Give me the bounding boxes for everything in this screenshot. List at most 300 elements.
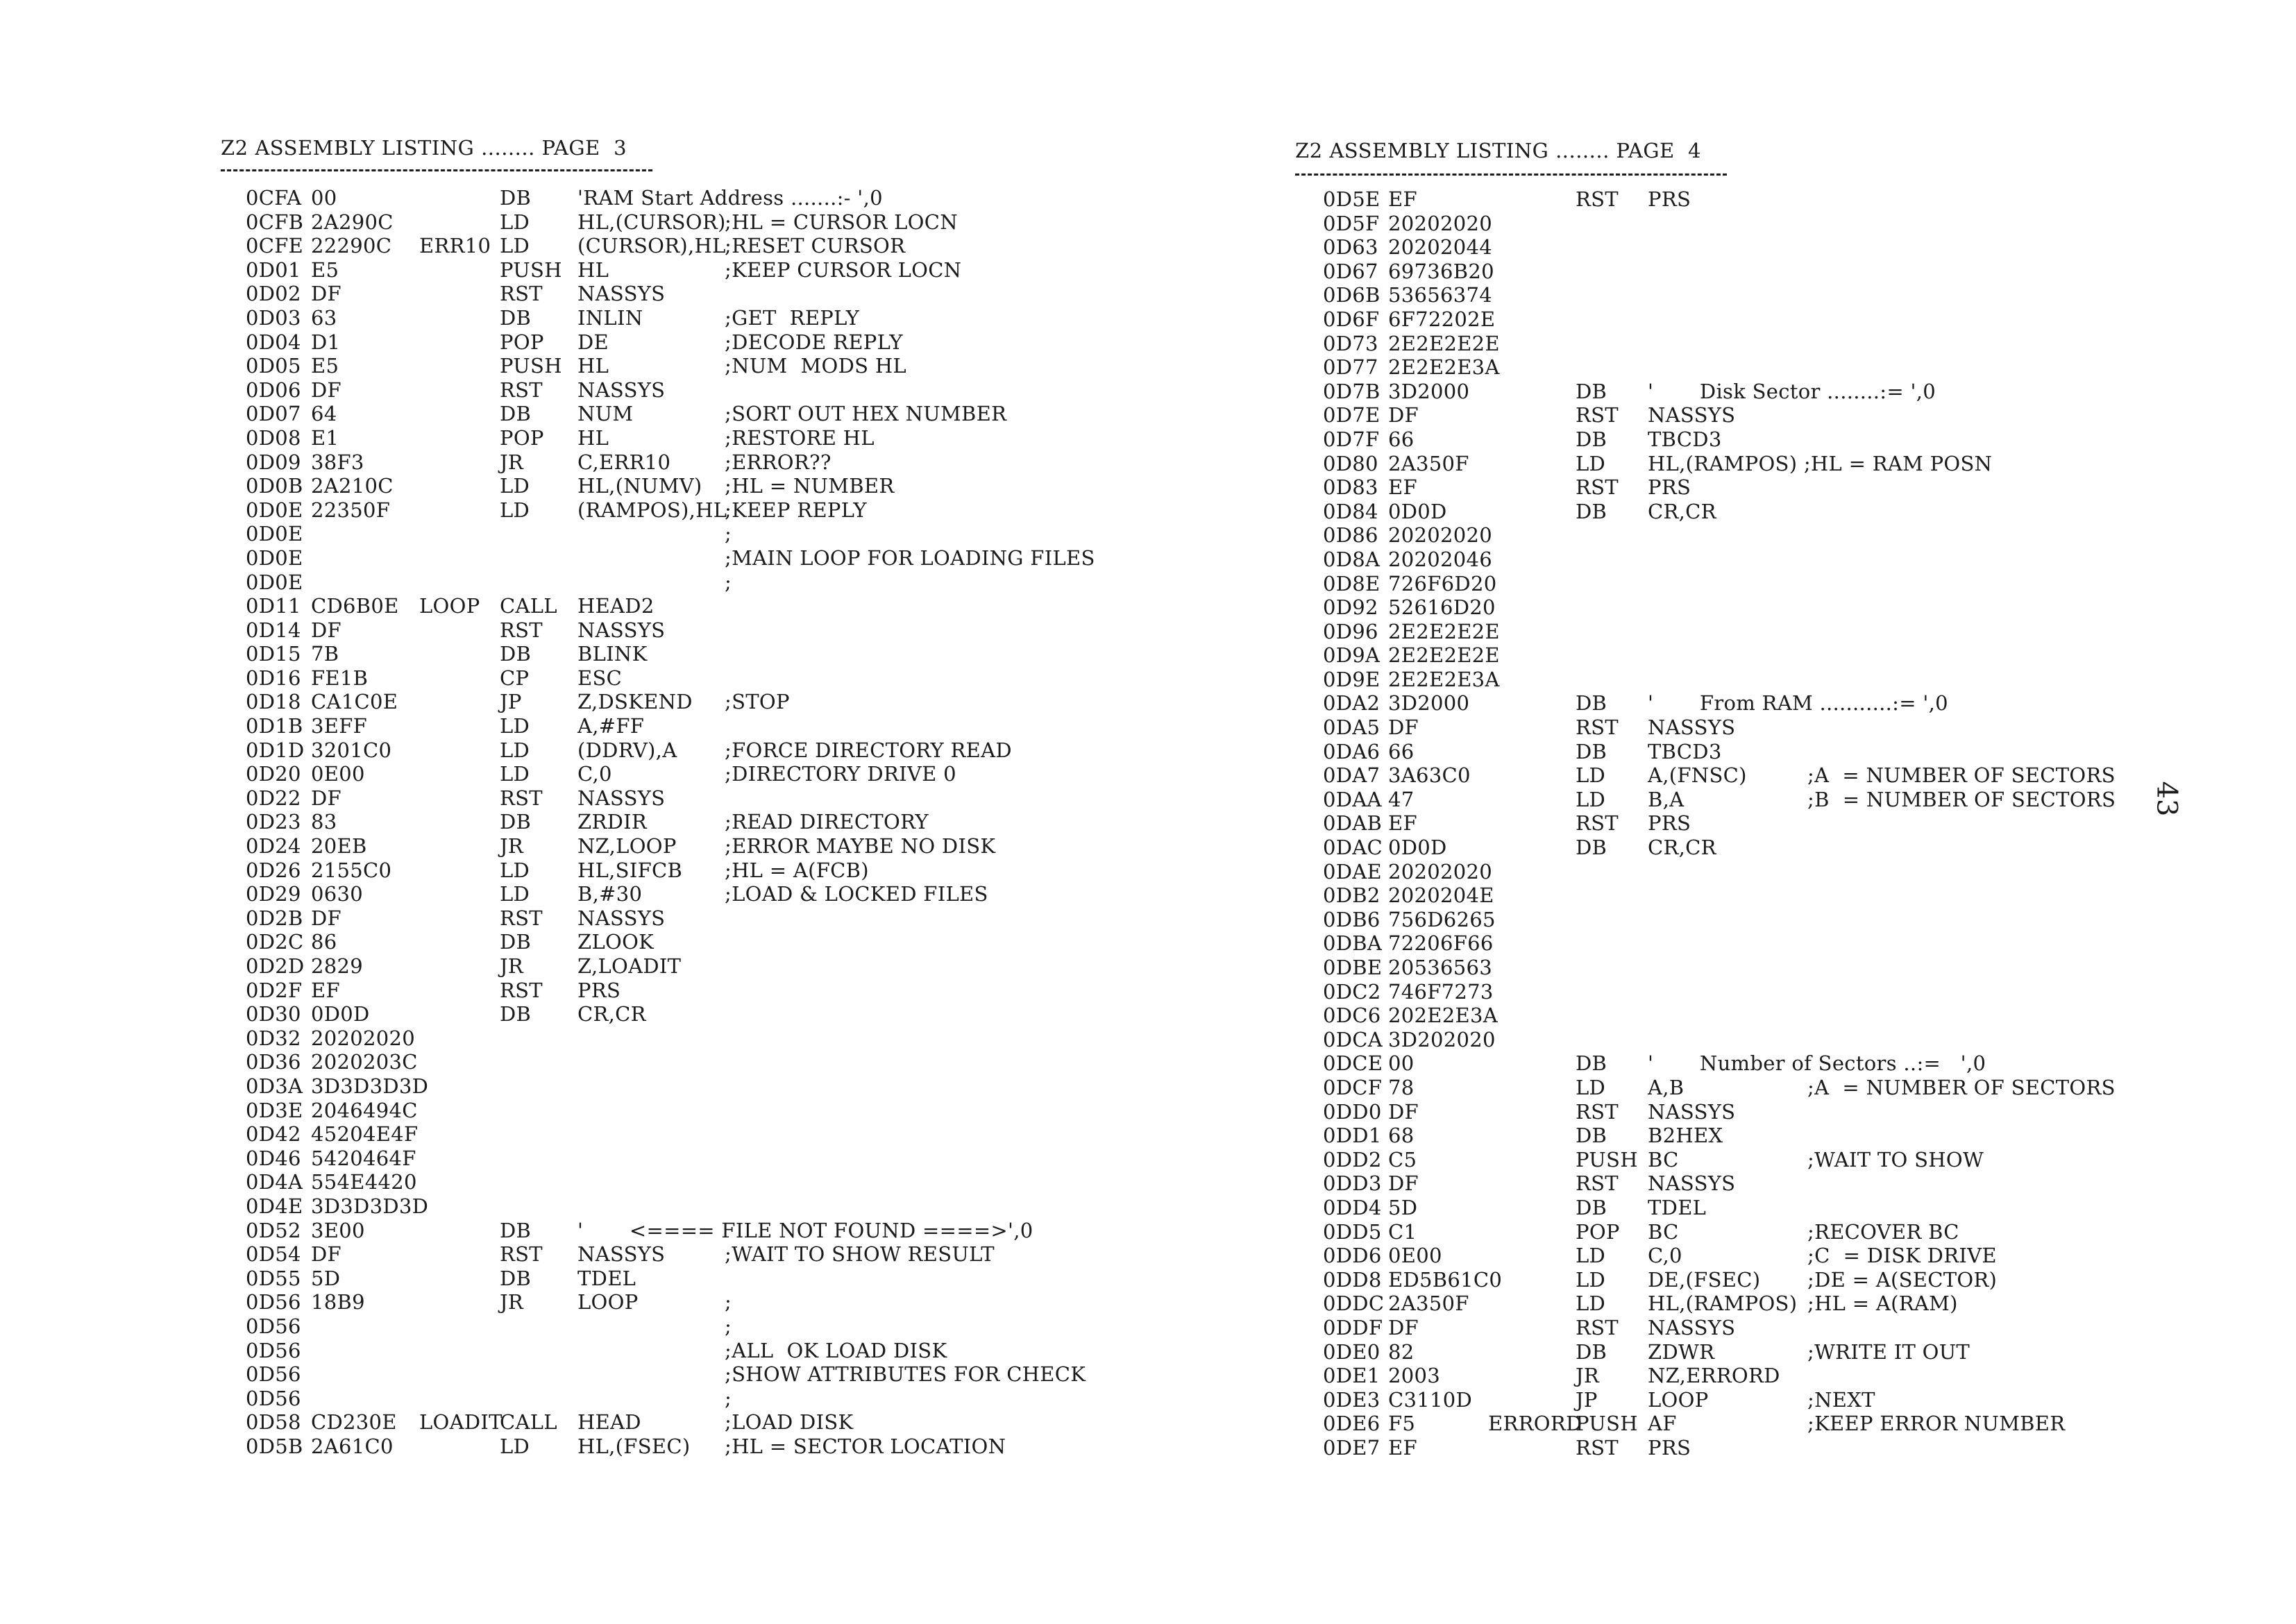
comment-cell: ;GET REPLY bbox=[725, 305, 860, 330]
mnemonic-cell: DB bbox=[1576, 1339, 1607, 1364]
object-code-cell: 20202020 bbox=[1388, 859, 1493, 883]
operand-cell: HL bbox=[577, 425, 609, 450]
mnemonic-cell: POP bbox=[1576, 1219, 1620, 1244]
comment-cell: ;MAIN LOOP FOR LOADING FILES bbox=[725, 545, 1095, 570]
operand-cell: (CURSOR),HL bbox=[577, 234, 726, 258]
mnemonic-cell: JP bbox=[1576, 1387, 1598, 1412]
address-cell: 0D0B bbox=[246, 474, 303, 498]
object-code-cell: DF bbox=[1388, 716, 1419, 740]
operand-cell: A,#FF bbox=[577, 714, 645, 738]
object-code-cell: C1 bbox=[1388, 1219, 1417, 1244]
address-cell: 0D05 bbox=[246, 354, 301, 378]
operand-cell: (DDRV),A bbox=[577, 738, 677, 762]
object-code-cell: DF bbox=[311, 906, 341, 930]
header-rule bbox=[221, 169, 652, 171]
mnemonic-cell: LD bbox=[1576, 763, 1606, 788]
operand-cell: HEAD bbox=[577, 1410, 641, 1435]
object-code-cell: 2A350F bbox=[1388, 1292, 1469, 1316]
comment-cell: ;DECODE REPLY bbox=[725, 330, 903, 354]
address-cell: 0DD0 bbox=[1323, 1099, 1382, 1124]
operand-cell: HL,(FSEC) bbox=[577, 1434, 691, 1458]
listing-header: Z2 ASSEMBLY LISTING ........ PAGE 3 bbox=[221, 136, 627, 160]
mnemonic-cell: JR bbox=[500, 954, 524, 978]
object-code-cell: 83 bbox=[311, 810, 337, 834]
object-code-cell: 69736B20 bbox=[1388, 259, 1494, 283]
address-cell: 0D42 bbox=[246, 1122, 301, 1147]
address-cell: 0D20 bbox=[246, 762, 301, 786]
operand-cell: TDEL bbox=[577, 1266, 636, 1290]
object-code-cell: 2A61C0 bbox=[311, 1434, 394, 1458]
object-code-cell: 20202020 bbox=[1388, 211, 1493, 235]
address-cell: 0D5F bbox=[1323, 211, 1380, 235]
address-cell: 0D7E bbox=[1323, 403, 1381, 428]
operand-cell: NASSYS bbox=[1648, 403, 1736, 428]
mnemonic-cell: RST bbox=[500, 282, 543, 306]
address-cell: 0D06 bbox=[246, 378, 301, 402]
object-code-cell: 2829 bbox=[311, 954, 364, 978]
operand-cell: HEAD2 bbox=[577, 594, 655, 618]
address-cell: 0DD8 bbox=[1323, 1267, 1382, 1292]
operand-cell: ' Number of Sectors ..:= ',0 bbox=[1648, 1051, 1986, 1076]
operand-cell: NUM bbox=[577, 402, 634, 426]
comment-cell: ;NEXT bbox=[1807, 1387, 1875, 1412]
operand-cell: ZRDIR bbox=[577, 810, 648, 834]
listing-header: Z2 ASSEMBLY LISTING ........ PAGE 4 bbox=[1295, 139, 1702, 162]
object-code-cell: 22350F bbox=[311, 498, 391, 522]
object-code-cell: EF bbox=[1388, 1435, 1417, 1460]
comment-cell: ; bbox=[725, 522, 732, 546]
object-code-cell: 2E2E2E3A bbox=[1388, 355, 1500, 380]
comment-cell: ;HL = CURSOR LOCN bbox=[725, 210, 958, 234]
mnemonic-cell: DB bbox=[500, 1266, 532, 1290]
comment-cell: ;NUM MODS HL bbox=[725, 354, 906, 378]
operand-cell: (RAMPOS),HL bbox=[577, 498, 727, 522]
address-cell: 0D08 bbox=[246, 425, 301, 450]
address-cell: 0DE7 bbox=[1323, 1435, 1381, 1460]
object-code-cell: 22290C bbox=[311, 234, 392, 258]
object-code-cell: C3110D bbox=[1388, 1387, 1473, 1412]
comment-cell: ;RECOVER BC bbox=[1807, 1219, 1959, 1244]
address-cell: 0D55 bbox=[246, 1266, 301, 1290]
comment-cell: ; bbox=[725, 1386, 732, 1410]
operand-cell: NASSYS bbox=[577, 282, 666, 306]
object-code-cell: 7B bbox=[311, 642, 339, 666]
mnemonic-cell: RST bbox=[1576, 187, 1619, 211]
object-code-cell: EF bbox=[1388, 811, 1417, 836]
address-cell: 0D56 bbox=[246, 1362, 301, 1387]
object-code-cell: 5D bbox=[1388, 1195, 1418, 1219]
comment-cell: ;DE = A(SECTOR) bbox=[1807, 1267, 1998, 1292]
operand-cell: HL,(CURSOR) bbox=[577, 210, 726, 234]
mnemonic-cell: RST bbox=[1576, 403, 1619, 428]
operand-cell: Z,LOADIT bbox=[577, 954, 682, 978]
object-code-cell: 3D2000 bbox=[1388, 691, 1470, 716]
comment-cell: ;LOAD & LOCKED FILES bbox=[725, 882, 988, 906]
object-code-cell: 746F7273 bbox=[1388, 979, 1494, 1004]
address-cell: 0D1D bbox=[246, 738, 305, 762]
address-cell: 0CFB bbox=[246, 210, 304, 234]
operand-cell: CR,CR bbox=[577, 1002, 646, 1026]
comment-cell: ;SORT OUT HEX NUMBER bbox=[725, 402, 1007, 426]
address-cell: 0D03 bbox=[246, 305, 301, 330]
comment-cell: ;A = NUMBER OF SECTORS bbox=[1807, 1075, 2116, 1099]
mnemonic-cell: DB bbox=[1576, 499, 1607, 523]
object-code-cell: 3D202020 bbox=[1388, 1027, 1496, 1051]
object-code-cell: CD230E bbox=[311, 1410, 397, 1435]
mnemonic-cell: RST bbox=[1576, 1435, 1619, 1460]
object-code-cell: 00 bbox=[311, 186, 337, 210]
label-cell: LOADIT bbox=[419, 1410, 503, 1435]
object-code-cell: EF bbox=[1388, 475, 1417, 500]
mnemonic-cell: RST bbox=[500, 906, 543, 930]
address-cell: 0D9E bbox=[1323, 667, 1381, 691]
comment-cell: ;A = NUMBER OF SECTORS bbox=[1807, 763, 2116, 788]
mnemonic-cell: LD bbox=[1576, 1292, 1606, 1316]
operand-cell: DE bbox=[577, 330, 609, 354]
mnemonic-cell: LD bbox=[500, 498, 530, 522]
address-cell: 0D67 bbox=[1323, 259, 1378, 283]
object-code-cell: 3201C0 bbox=[311, 738, 392, 762]
address-cell: 0DC2 bbox=[1323, 979, 1381, 1004]
address-cell: 0DD4 bbox=[1323, 1195, 1382, 1219]
operand-cell: CR,CR bbox=[1648, 499, 1716, 523]
operand-cell: BC bbox=[1648, 1219, 1679, 1244]
address-cell: 0D02 bbox=[246, 282, 301, 306]
comment-cell: ;SHOW ATTRIBUTES FOR CHECK bbox=[725, 1362, 1086, 1387]
address-cell: 0D32 bbox=[246, 1026, 301, 1050]
operand-cell: HL,(RAMPOS) ;HL = RAM POSN bbox=[1648, 451, 1993, 475]
mnemonic-cell: JR bbox=[500, 450, 524, 474]
operand-cell: PRS bbox=[1648, 811, 1691, 836]
address-cell: 0D5B bbox=[246, 1434, 303, 1458]
mnemonic-cell: LD bbox=[500, 882, 530, 906]
address-cell: 0D2B bbox=[246, 906, 303, 930]
address-cell: 0D16 bbox=[246, 666, 301, 690]
object-code-cell: 2020204E bbox=[1388, 883, 1494, 908]
object-code-cell: EF bbox=[311, 978, 340, 1002]
address-cell: 0DD2 bbox=[1323, 1147, 1382, 1172]
address-cell: 0DCE bbox=[1323, 1051, 1383, 1076]
operand-cell: B,#30 bbox=[577, 882, 643, 906]
address-cell: 0D3E bbox=[246, 1098, 303, 1122]
object-code-cell: DF bbox=[1388, 1315, 1419, 1339]
object-code-cell: 5420464F bbox=[311, 1146, 416, 1170]
operand-cell: ZDWR bbox=[1648, 1339, 1715, 1364]
object-code-cell: 2155C0 bbox=[311, 858, 392, 882]
address-cell: 0D58 bbox=[246, 1410, 301, 1435]
object-code-cell: 66 bbox=[1388, 739, 1415, 763]
mnemonic-cell: DB bbox=[1576, 691, 1607, 716]
object-code-cell: 20202020 bbox=[311, 1026, 416, 1050]
address-cell: 0DD3 bbox=[1323, 1172, 1382, 1196]
mnemonic-cell: DB bbox=[500, 1002, 532, 1026]
mnemonic-cell: LD bbox=[500, 762, 530, 786]
mnemonic-cell: LD bbox=[1576, 1244, 1606, 1268]
mnemonic-cell: DB bbox=[1576, 427, 1607, 451]
operand-cell: TBCD3 bbox=[1648, 427, 1722, 451]
mnemonic-cell: DB bbox=[1576, 379, 1607, 403]
operand-cell: C,0 bbox=[577, 762, 612, 786]
object-code-cell: 20536563 bbox=[1388, 956, 1493, 979]
comment-cell: ;READ DIRECTORY bbox=[725, 810, 929, 834]
address-cell: 0DD6 bbox=[1323, 1244, 1382, 1268]
mnemonic-cell: LD bbox=[500, 1434, 530, 1458]
address-cell: 0DAA bbox=[1323, 787, 1382, 811]
object-code-cell: 86 bbox=[311, 930, 337, 954]
mnemonic-cell: LD bbox=[500, 738, 530, 762]
mnemonic-cell: LD bbox=[1576, 787, 1606, 811]
address-cell: 0D01 bbox=[246, 257, 301, 282]
object-code-cell: 0D0D bbox=[1388, 836, 1447, 860]
operand-cell: NZ,LOOP bbox=[577, 834, 677, 858]
object-code-cell: DF bbox=[311, 1242, 341, 1267]
object-code-cell: 82 bbox=[1388, 1339, 1415, 1364]
address-cell: 0DB2 bbox=[1323, 883, 1381, 908]
mnemonic-cell: DB bbox=[500, 305, 532, 330]
address-cell: 0DCF bbox=[1323, 1075, 1383, 1099]
object-code-cell: EF bbox=[1388, 187, 1417, 211]
comment-cell: ;FORCE DIRECTORY READ bbox=[725, 738, 1012, 762]
address-cell: 0DDC bbox=[1323, 1292, 1385, 1316]
operand-cell: INLIN bbox=[577, 305, 643, 330]
operand-cell: PRS bbox=[577, 978, 621, 1002]
operand-cell: NASSYS bbox=[1648, 1099, 1736, 1124]
operand-cell: HL,(NUMV) bbox=[577, 474, 702, 498]
operand-cell: NASSYS bbox=[1648, 1315, 1736, 1339]
mnemonic-cell: LD bbox=[500, 474, 530, 498]
object-code-cell: 3EFF bbox=[311, 714, 368, 738]
mnemonic-cell: CALL bbox=[500, 594, 557, 618]
object-code-cell: 0D0D bbox=[1388, 499, 1447, 523]
object-code-cell: 2A290C bbox=[311, 210, 394, 234]
operand-cell: NASSYS bbox=[1648, 716, 1736, 740]
mnemonic-cell: RST bbox=[500, 786, 543, 810]
operand-cell: TBCD3 bbox=[1648, 739, 1722, 763]
object-code-cell: 0D0D bbox=[311, 1002, 370, 1026]
mnemonic-cell: LD bbox=[500, 858, 530, 882]
address-cell: 0D2F bbox=[246, 978, 303, 1002]
operand-cell: 'RAM Start Address .......:- ',0 bbox=[577, 186, 883, 210]
address-cell: 0D14 bbox=[246, 618, 301, 642]
mnemonic-cell: PUSH bbox=[1576, 1147, 1638, 1172]
address-cell: 0D0E bbox=[246, 570, 303, 594]
object-code-cell: 66 bbox=[1388, 427, 1415, 451]
comment-cell: ;C = DISK DRIVE bbox=[1807, 1244, 1997, 1268]
object-code-cell: 72206F66 bbox=[1388, 931, 1494, 956]
mnemonic-cell: RST bbox=[500, 618, 543, 642]
address-cell: 0D4A bbox=[246, 1170, 303, 1194]
address-cell: 0D04 bbox=[246, 330, 301, 354]
object-code-cell: 00 bbox=[1388, 1051, 1415, 1076]
address-cell: 0DCA bbox=[1323, 1027, 1383, 1051]
address-cell: 0DA2 bbox=[1323, 691, 1381, 716]
address-cell: 0D80 bbox=[1323, 451, 1378, 475]
mnemonic-cell: DB bbox=[1576, 836, 1607, 860]
label-cell: ERRORD bbox=[1488, 1412, 1582, 1436]
operand-cell: ' Disk Sector ........:= ',0 bbox=[1648, 379, 1936, 403]
address-cell: 0D11 bbox=[246, 594, 301, 618]
address-cell: 0D4E bbox=[246, 1194, 303, 1218]
address-cell: 0DD5 bbox=[1323, 1219, 1382, 1244]
operand-cell: C,ERR10 bbox=[577, 450, 671, 474]
object-code-cell: 2A210C bbox=[311, 474, 394, 498]
address-cell: 0D52 bbox=[246, 1218, 301, 1242]
object-code-cell: 47 bbox=[1388, 787, 1415, 811]
mnemonic-cell: PUSH bbox=[500, 354, 562, 378]
address-cell: 0DC6 bbox=[1323, 1004, 1381, 1028]
page-number: 43 bbox=[2150, 781, 2183, 817]
mnemonic-cell: RST bbox=[1576, 1172, 1619, 1196]
address-cell: 0DE1 bbox=[1323, 1364, 1381, 1388]
object-code-cell: DF bbox=[311, 282, 341, 306]
mnemonic-cell: POP bbox=[500, 425, 544, 450]
mnemonic-cell: LD bbox=[1576, 1075, 1606, 1099]
object-code-cell: 2E2E2E2E bbox=[1388, 643, 1500, 668]
operand-cell: A,(FNSC) bbox=[1648, 763, 1747, 788]
address-cell: 0DAE bbox=[1323, 859, 1383, 883]
mnemonic-cell: JP bbox=[500, 690, 522, 714]
operand-cell: NASSYS bbox=[577, 786, 666, 810]
mnemonic-cell: LD bbox=[1576, 451, 1606, 475]
address-cell: 0DA6 bbox=[1323, 739, 1381, 763]
object-code-cell: 726F6D20 bbox=[1388, 571, 1497, 595]
address-cell: 0D7B bbox=[1323, 379, 1381, 403]
object-code-cell: 0630 bbox=[311, 882, 364, 906]
object-code-cell: 554E4420 bbox=[311, 1170, 417, 1194]
comment-cell: ;ALL OK LOAD DISK bbox=[725, 1338, 947, 1362]
object-code-cell: E1 bbox=[311, 425, 339, 450]
address-cell: 0D84 bbox=[1323, 499, 1378, 523]
mnemonic-cell: RST bbox=[500, 1242, 543, 1267]
address-cell: 0DE0 bbox=[1323, 1339, 1381, 1364]
address-cell: 0D0E bbox=[246, 545, 303, 570]
operand-cell: HL bbox=[577, 257, 609, 282]
address-cell: 0D3A bbox=[246, 1074, 303, 1098]
operand-cell: C,0 bbox=[1648, 1244, 1682, 1268]
object-code-cell: 202E2E3A bbox=[1388, 1004, 1498, 1028]
object-code-cell: 78 bbox=[1388, 1075, 1415, 1099]
comment-cell: ;LOAD DISK bbox=[725, 1410, 854, 1435]
object-code-cell: 18B9 bbox=[311, 1290, 365, 1314]
mnemonic-cell: CP bbox=[500, 666, 530, 690]
mnemonic-cell: RST bbox=[500, 378, 543, 402]
object-code-cell: 45204E4F bbox=[311, 1122, 419, 1147]
address-cell: 0D83 bbox=[1323, 475, 1378, 500]
address-cell: 0DAB bbox=[1323, 811, 1383, 836]
address-cell: 0D63 bbox=[1323, 235, 1378, 260]
object-code-cell: DF bbox=[311, 618, 341, 642]
operand-cell: PRS bbox=[1648, 475, 1691, 500]
comment-cell: ;B = NUMBER OF SECTORS bbox=[1807, 787, 2116, 811]
address-cell: 0D92 bbox=[1323, 595, 1378, 620]
address-cell: 0D6F bbox=[1323, 307, 1380, 331]
mnemonic-cell: PUSH bbox=[1576, 1412, 1638, 1436]
object-code-cell: 3D2000 bbox=[1388, 379, 1470, 403]
address-cell: 0DBE bbox=[1323, 956, 1383, 979]
address-cell: 0D8A bbox=[1323, 547, 1381, 571]
address-cell: 0D9A bbox=[1323, 643, 1381, 668]
object-code-cell: CA1C0E bbox=[311, 690, 398, 714]
address-cell: 0CFE bbox=[246, 234, 304, 258]
comment-cell: ;HL = A(FCB) bbox=[725, 858, 869, 882]
object-code-cell: 2E2E2E2E bbox=[1388, 331, 1500, 355]
address-cell: 0D86 bbox=[1323, 523, 1378, 548]
address-cell: 0D56 bbox=[246, 1290, 301, 1314]
object-code-cell: 5D bbox=[311, 1266, 341, 1290]
object-code-cell: 63 bbox=[311, 305, 337, 330]
operand-cell: NASSYS bbox=[577, 1242, 666, 1267]
operand-cell: HL bbox=[577, 354, 609, 378]
mnemonic-cell: RST bbox=[1576, 811, 1619, 836]
address-cell: 0D36 bbox=[246, 1050, 301, 1074]
operand-cell: NASSYS bbox=[577, 618, 666, 642]
object-code-cell: 68 bbox=[1388, 1124, 1415, 1148]
address-cell: 0D2C bbox=[246, 930, 304, 954]
object-code-cell: DF bbox=[1388, 1172, 1419, 1196]
mnemonic-cell: RST bbox=[1576, 716, 1619, 740]
object-code-cell: 2046494C bbox=[311, 1098, 418, 1122]
mnemonic-cell: DB bbox=[1576, 739, 1607, 763]
comment-cell: ;WAIT TO SHOW bbox=[1807, 1147, 1984, 1172]
address-cell: 0D22 bbox=[246, 786, 301, 810]
operand-cell: HL,SIFCB bbox=[577, 858, 683, 882]
object-code-cell: 64 bbox=[311, 402, 337, 426]
operand-cell: BLINK bbox=[577, 642, 648, 666]
mnemonic-cell: DB bbox=[1576, 1124, 1607, 1148]
mnemonic-cell: RST bbox=[1576, 1099, 1619, 1124]
object-code-cell: 2A350F bbox=[1388, 451, 1469, 475]
mnemonic-cell: DB bbox=[500, 186, 532, 210]
address-cell: 0D56 bbox=[246, 1338, 301, 1362]
address-cell: 0D29 bbox=[246, 882, 301, 906]
operand-cell: LOOP bbox=[577, 1290, 639, 1314]
object-code-cell: E5 bbox=[311, 354, 339, 378]
comment-cell: ;RESTORE HL bbox=[725, 425, 875, 450]
mnemonic-cell: DB bbox=[500, 642, 532, 666]
operand-cell: HL,(RAMPOS) bbox=[1648, 1292, 1798, 1316]
address-cell: 0D77 bbox=[1323, 355, 1378, 380]
operand-cell: ' From RAM ...........:= ',0 bbox=[1648, 691, 1948, 716]
object-code-cell: DF bbox=[1388, 1099, 1419, 1124]
address-cell: 0DD1 bbox=[1323, 1124, 1382, 1148]
comment-cell: ; bbox=[725, 1290, 732, 1314]
operand-cell: CR,CR bbox=[1648, 836, 1716, 860]
object-code-cell: 6F72202E bbox=[1388, 307, 1496, 331]
operand-cell: Z,DSKEND bbox=[577, 690, 693, 714]
mnemonic-cell: RST bbox=[500, 978, 543, 1002]
comment-cell: ;WAIT TO SHOW RESULT bbox=[725, 1242, 995, 1267]
object-code-cell: 0E00 bbox=[1388, 1244, 1442, 1268]
label-cell: ERR10 bbox=[419, 234, 491, 258]
object-code-cell: 2E2E2E2E bbox=[1388, 619, 1500, 643]
operand-cell: LOOP bbox=[1648, 1387, 1709, 1412]
object-code-cell: 3D3D3D3D bbox=[311, 1074, 429, 1098]
comment-cell: ;DIRECTORY DRIVE 0 bbox=[725, 762, 956, 786]
address-cell: 0D26 bbox=[246, 858, 301, 882]
operand-cell: NASSYS bbox=[577, 906, 666, 930]
comment-cell: ;HL = SECTOR LOCATION bbox=[725, 1434, 1006, 1458]
object-code-cell: 20202044 bbox=[1388, 235, 1493, 260]
address-cell: 0D15 bbox=[246, 642, 301, 666]
address-cell: 0D07 bbox=[246, 402, 301, 426]
mnemonic-cell: JR bbox=[500, 1290, 524, 1314]
mnemonic-cell: LD bbox=[500, 210, 530, 234]
operand-cell: TDEL bbox=[1648, 1195, 1707, 1219]
object-code-cell: DF bbox=[1388, 403, 1419, 428]
object-code-cell: 38F3 bbox=[311, 450, 364, 474]
object-code-cell: 20EB bbox=[311, 834, 367, 858]
address-cell: 0D8E bbox=[1323, 571, 1381, 595]
